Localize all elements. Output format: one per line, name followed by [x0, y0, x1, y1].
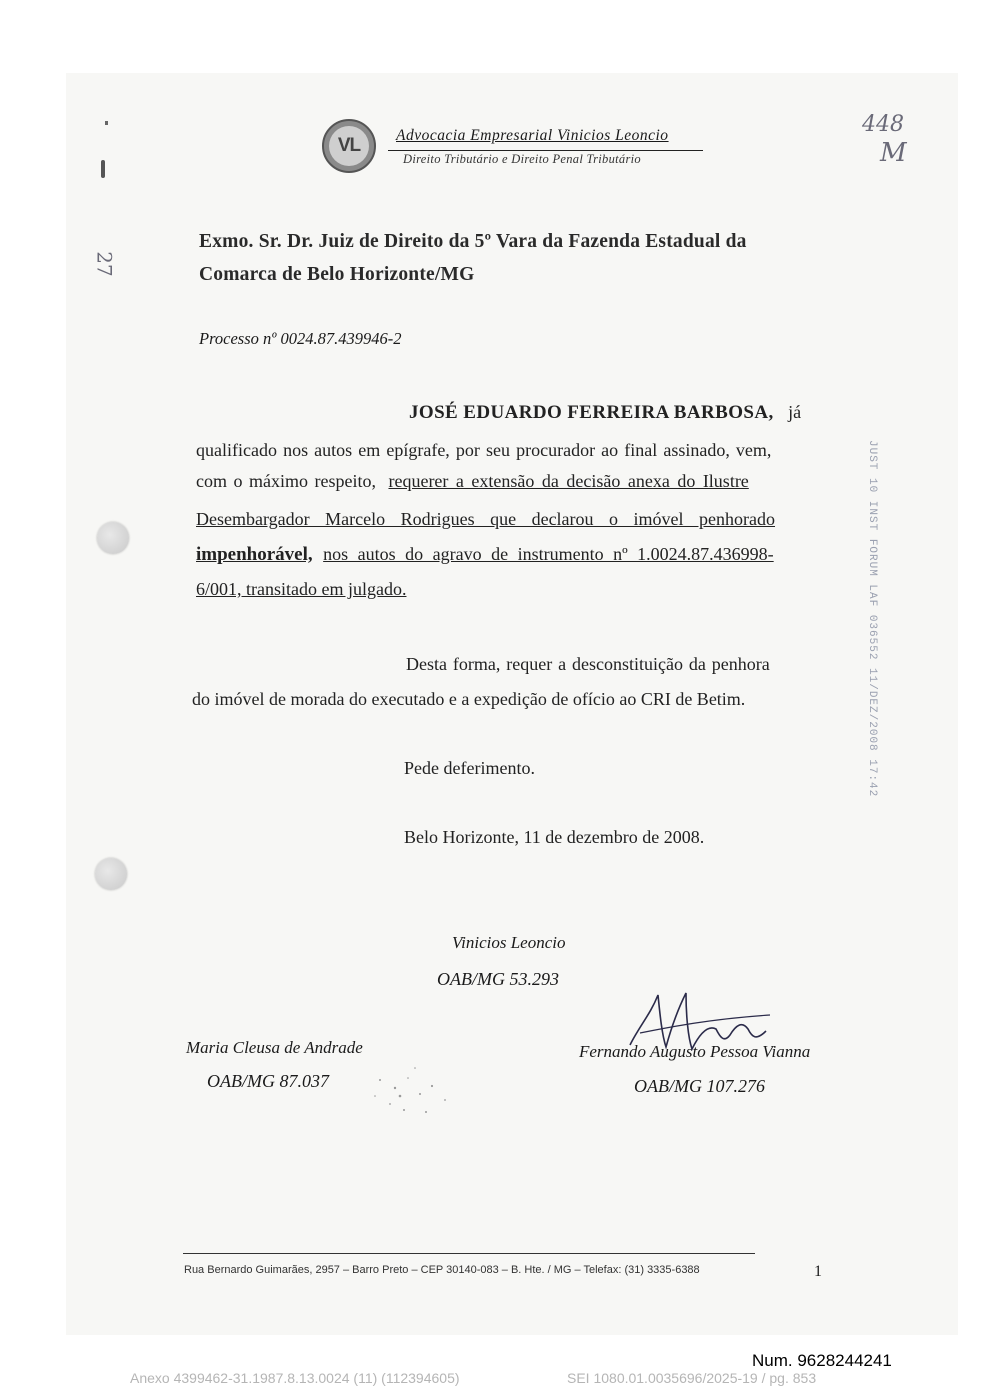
body-line-3 — [196, 471, 749, 492]
document-number: Num. 9628244241 — [752, 1351, 892, 1370]
body-line-3-underlined: requerer a extensão da decisão anexa do Ilustre — [388, 471, 749, 491]
handwritten-initial: M — [880, 138, 907, 168]
margin-tick — [105, 121, 108, 125]
body-line-6: 6/001, transitado em julgado. — [196, 579, 407, 599]
letterhead-rule — [388, 150, 703, 151]
closing: Pede deferimento. — [404, 758, 535, 778]
body-line-4: Desembargador Marcelo Rodrigues que declarou o imóvel penhorado — [196, 509, 776, 529]
margin-handwritten-mark: 27 — [92, 251, 117, 277]
addressee-line-1: Exmo. Sr. Dr. Juiz de Direito da 5º Vara da Fazenda Estadual da — [199, 231, 747, 252]
addressee-line-2: Comarca de Belo Horizonte/MG — [199, 264, 475, 285]
handwritten-page-number: 448 — [862, 112, 904, 137]
body-line-5 — [196, 544, 774, 566]
protocol-stamp: JUST 10 INST FORUM LAF 036552 11/DEZ/2008 17:42 — [866, 440, 878, 798]
place-date: Belo Horizonte, 11 de dezembro de 2008. — [404, 827, 705, 847]
body-line-5-rest: nos autos do agravo de instrumento nº 1.0024.87.436998- — [323, 544, 774, 564]
right-signer-oab: OAB/MG 107.276 — [634, 1076, 765, 1096]
punch-hole-bottom — [95, 858, 127, 890]
margin-dash — [101, 160, 105, 178]
firm-name: Advocacia Empresarial Vinicios Leoncio — [396, 127, 669, 144]
body-para2-line-2: do imóvel de morada do executado e a expedição de ofício ao CRI de Betim. — [192, 689, 746, 709]
process-number: Processo nº 0024.87.439946-2 — [199, 329, 402, 348]
stamp-residue — [360, 1060, 490, 1130]
footer-rule — [183, 1253, 755, 1254]
right-signer-name: Fernando Augusto Pessoa Vianna — [579, 1042, 811, 1061]
firm-logo — [322, 119, 376, 173]
body-line-3-plain: com o máximo respeito, — [196, 471, 376, 491]
party-line-tail: já — [788, 402, 802, 422]
body-para2-line-1: Desta forma, requer a desconstituição da penhora — [406, 654, 770, 674]
footer-address: Rua Bernardo Guimarães, 2957 – Barro Preto – CEP 30140-083 – B. Hte. / MG – Telefax: (31) 3335-6388 — [184, 1264, 700, 1276]
impenhoravel-bold: impenhorável, — [196, 544, 313, 565]
annex-reference: Anexo 4399462-31.1987.8.13.0024 (11) (112394605) — [130, 1370, 460, 1386]
main-signer-name: Vinicios Leoncio — [452, 933, 566, 952]
logo-monogram: VL — [329, 126, 369, 166]
main-signer-oab: OAB/MG 53.293 — [437, 969, 559, 989]
page-number: 1 — [814, 1263, 822, 1280]
party-name: JOSÉ EDUARDO FERREIRA BARBOSA, — [409, 402, 774, 423]
sei-reference: SEI 1080.01.0035696/2025-19 / pg. 853 — [567, 1370, 817, 1386]
handwritten-signature — [620, 985, 780, 1065]
punch-hole-top — [97, 522, 129, 554]
left-signer-oab: OAB/MG 87.037 — [207, 1071, 329, 1091]
body-line-2: qualificado nos autos em epígrafe, por seu procurador ao final assinado, vem, — [196, 440, 772, 460]
firm-subtitle: Direito Tributário e Direito Penal Tributário — [403, 152, 641, 166]
left-signer-name: Maria Cleusa de Andrade — [186, 1038, 363, 1057]
addressee — [199, 225, 747, 291]
party-name-line — [409, 402, 801, 424]
